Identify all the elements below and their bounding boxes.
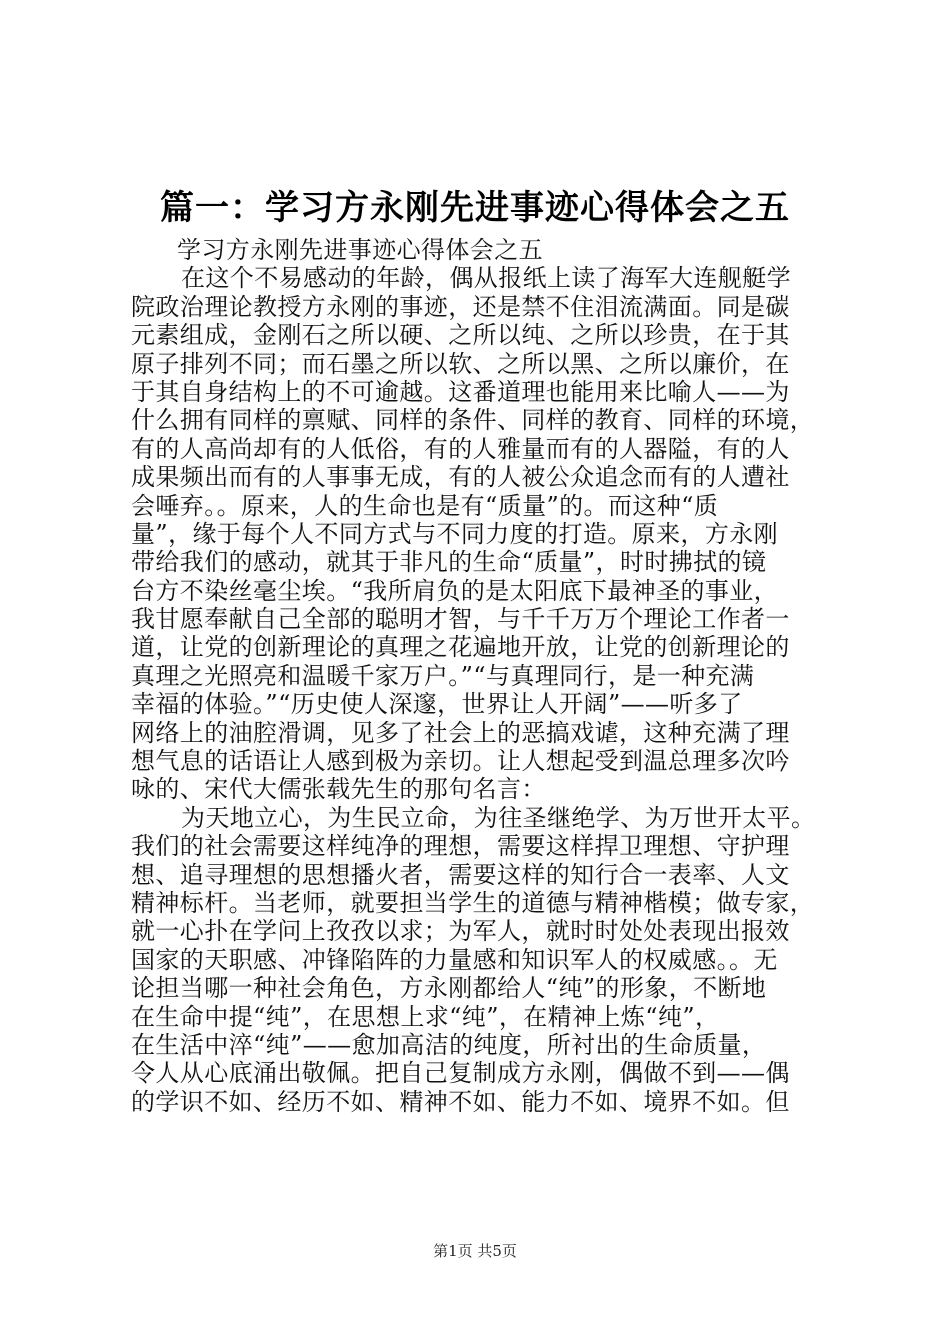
paragraph-1-line: 网络上的油腔滑调，见多了社会上的恶搞戏谑，这种充满了理 (131, 718, 790, 747)
document-title: 篇一：学习方永刚先进事迹心得体会之五 (160, 188, 790, 228)
paragraph-1-line: 道，让党的创新理论的真理之花遍地开放，让党的创新理论的 (131, 633, 790, 662)
paragraph-1-line: 什么拥有同样的禀赋、同样的条件、同样的教育、同样的环境， (131, 406, 815, 435)
page-indicator: 第1页 共5页 (433, 1242, 517, 1260)
paragraph-2-line: 就一心扑在学问上孜孜以求；为军人，就时时处处表现出报效 (131, 917, 790, 946)
paragraph-1-line: 于其自身结构上的不可逾越。这番道理也能用来比喻人——为 (131, 377, 790, 406)
paragraph-2-line: 的学识不如、经历不如、精神不如、能力不如、境界不如。但 (131, 1087, 790, 1116)
paragraph-1-line: 真理之光照亮和温暖千家万户。”“与真理同行，是一种充满 (131, 661, 755, 690)
paragraph-2-line: 在生活中淬“纯”——愈加高洁的纯度，所衬出的生命质量， (131, 1030, 767, 1059)
document-body (131, 236, 831, 1116)
paragraph-1-line: 带给我们的感动，就其于非凡的生命“质量”，时时拂拭的镜 (131, 548, 767, 577)
paragraph-1-line: 我甘愿奉献自己全部的聪明才智，与千千万万个理论工作者一 (131, 605, 790, 634)
paragraph-2-line: 精神标杆。当老师，就要担当学生的道德与精神楷模；做专家， (131, 888, 815, 917)
paragraph-1-line: 会唾弃。。原来，人的生命也是有“质量”的。而这种“质 (131, 491, 719, 520)
paragraph-2-line: 为天地立心，为生民立命，为往圣继绝学、为万世开太平。 (181, 803, 816, 832)
document-subtitle: 学习方永刚先进事迹心得体会之五 (177, 236, 543, 264)
paragraph-1-line: 元素组成，金刚石之所以硬、之所以纯、之所以珍贵，在于其 (131, 321, 790, 350)
paragraph-1-line: 原子排列不同；而石墨之所以软、之所以黑、之所以廉价，在 (131, 349, 790, 378)
page-footer (0, 1240, 950, 1261)
paragraph-2-line: 想、追寻理想的思想播火者，需要这样的知行合一表率、人文 (131, 860, 790, 889)
paragraph-1-line: 咏的、宋代大儒张载先生的那句名言： (131, 775, 546, 804)
paragraph-2-line: 我们的社会需要这样纯净的理想，需要这样捍卫理想、守护理 (131, 832, 790, 861)
paragraph-1-line: 成果频出而有的人事事无成，有的人被公众追念而有的人遭社 (131, 463, 790, 492)
paragraph-2-line: 论担当哪一种社会角色，方永刚都给人“纯”的形象，不断地 (131, 974, 767, 1003)
paragraph-1-line: 有的人高尚却有的人低俗，有的人雅量而有的人器隘，有的人 (131, 434, 790, 463)
paragraph-1-line: 在这个不易感动的年龄，偶从报纸上读了海军大连舰艇学 (181, 264, 791, 293)
paragraph-1-line: 院政治理论教授方永刚的事迹，还是禁不住泪流满面。同是碳 (131, 292, 790, 321)
paragraph-2-line: 令人从心底涌出敬佩。把自己复制成方永刚，偶做不到——偶 (131, 1059, 790, 1088)
paragraph-2-line: 国家的天职感、冲锋陷阵的力量感和知识军人的权威感。。无 (131, 945, 778, 974)
paragraph-1-line: 台方不染丝毫尘埃。“我所肩负的是太阳底下最神圣的事业， (131, 576, 779, 605)
paragraph-1-line: 幸福的体验。”“历史使人深邃，世界让人开阔”——听多了 (131, 690, 743, 719)
paragraph-1-line: 想气息的话语让人感到极为亲切。让人想起受到温总理多次吟 (131, 747, 790, 776)
paragraph-1-line: 量”，缘于每个人不同方式与不同力度的打造。原来，方永刚 (131, 519, 779, 548)
paragraph-2-line: 在生命中提“纯”，在思想上求“纯”，在精神上炼“纯”， (131, 1002, 720, 1031)
